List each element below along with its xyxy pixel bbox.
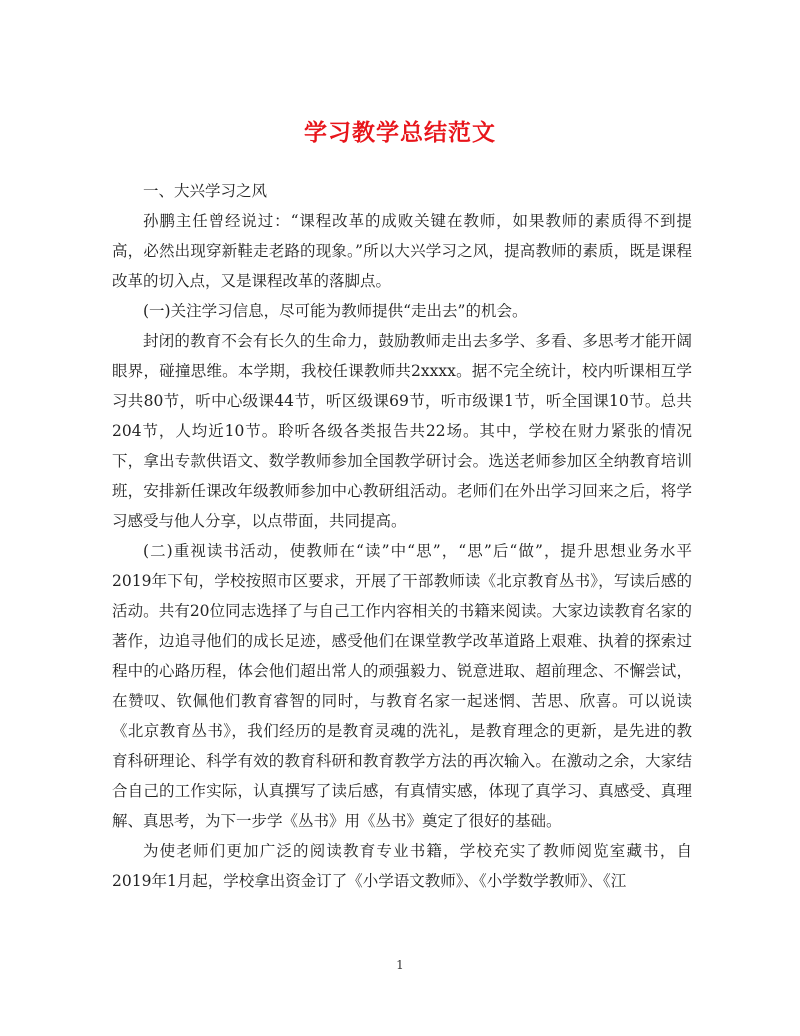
document-body [112,176,724,896]
document-title: 学习教学总结范文 [304,119,496,146]
subsection-heading: (一)关注学习信息，尽可能为教师提供“走出去”的机会。 [143,302,528,320]
paragraph: (二)重视读书活动，使教师在“读”中“思”，“思”后“做”，提升思想业务水平 2019年下旬，学校按照市区要求，开展了干部教师读《北京教育丛书》，写读后感的活动。共有20位同志选择了与自己工作内容相关的书籍来阅读。大家边读教育名家的著作，边追寻他们的成长足迹，感受他们在课堂教学改革道路上艰难、执着的探索过程中的心路历程，体会他们超出常人的顽强毅力、锐意进取、超前理念、不懈尝试，在赞叹、钦佩他们教育睿智的同时，与教育名家一起迷惘、苦思、欣喜。可以说读《北京教育丛书》，我们经历的是教育灵魂的洗礼，是教育理念的更新，是先进的教育科研理论、科学有效的教育科研和教育教学方法的再次输入。在激动之余，大家结合自己的工作实际，认真撰写了读后感，有真情实感，体现了真学习、真感受、真理解、真思考，为下一步学《丛书》用《丛书》奠定了很好的基础。 [112,542,724,830]
page-number: 1 [396,958,404,972]
paragraph: 封闭的教育不会有长久的生命力，鼓励教师走出去多学、多看、多思考才能开阔眼界，碰撞思维。本学期，我校任课教师共2xxxx。据不完全统计，校内听课相互学习共80节，听中心级课44节，听区级课69节，听市级课1节，听全国课10节。总共204节，人均近10节。聆听各级各类报告共22场。其中，学校在财力紧张的情况下，拿出专款供语文、数学教师参加全国教学研讨会。选送老师参加区全纳教育培训班，安排新任课改年级教师参加中心教研组活动。老师们在外出学习回来之后，将学习感受与他人分享，以点带面，共同提高。 [112,332,692,530]
paragraph: 孙鹏主任曾经说过：“课程改革的成败关键在教师，如果教师的素质得不到提高，必然出现穿新鞋走老路的现象。”所以大兴学习之风，提高教师的素质，既是课程改革的切入点，又是课程改革的落脚点。 [112,212,692,290]
paragraph: 为使老师们更加广泛的阅读教育专业书籍，学校充实了教师阅览室藏书，自2019年1月起，学校拿出资金订了《小学语文教师》、《小学数学教师》、《江 [112,842,692,890]
section-heading: 一、大兴学习之风 [143,182,268,200]
